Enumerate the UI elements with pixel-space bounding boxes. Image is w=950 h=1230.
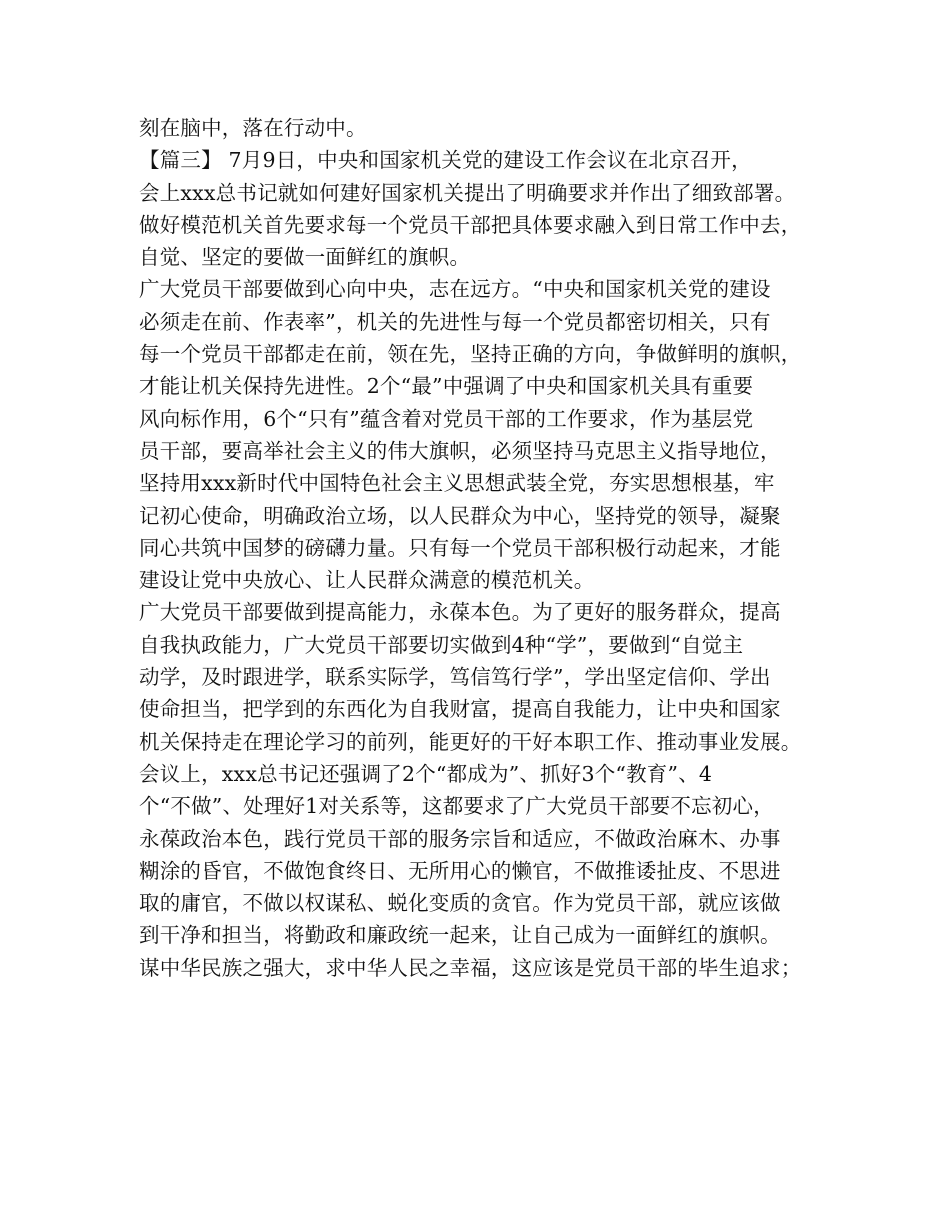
text-line: 建设让党中央放心、让人民群众满意的模范机关。 xyxy=(139,568,595,593)
text-line: 永葆政治本色，践行党员干部的服务宗旨和适应，不做政治麻木、办事 xyxy=(139,826,781,851)
text-line: 自觉、坚定的要做一面鲜红的旗帜。 xyxy=(139,245,471,270)
text-line: 动学，及时跟进学，联系实际学，笃信笃行学”，学出坚定信仰、学出 xyxy=(139,665,771,690)
text-line: 广大党员干部要做到提高能力，永葆本色。为了更好的服务群众，提高 xyxy=(139,600,781,625)
text-line: 自我执政能力，广大党员干部要切实做到4种“学”，要做到“自觉主 xyxy=(139,632,744,657)
text-line: 【篇三】 7月9日，中央和国家机关党的建设工作会议在北京召开， xyxy=(139,148,752,173)
text-line: 使命担当，把学到的东西化为自我财富，提高自我能力，让中央和国家 xyxy=(139,697,781,722)
text-line: 每一个党员干部都走在前，领在先，坚持正确的方向，争做鲜明的旗帜， xyxy=(139,342,802,367)
text-line: 糊涂的昏官，不做饱食终日、无所用心的懒官，不做推诿扯皮、不思进 xyxy=(139,858,781,883)
text-line: 谋中华民族之强大，求中华人民之幸福，这应该是党员干部的毕生追求； xyxy=(139,955,802,980)
text-line: 个“不做”、处理好1对关系等，这都要求了广大党员干部要不忘初心， xyxy=(139,794,774,819)
text-line: 会议上，xxx总书记还强调了2个“都成为”、抓好3个“教育”、4 xyxy=(139,761,713,786)
text-line: 记初心使命，明确政治立场，以人民群众为中心，坚持党的领导，凝聚 xyxy=(139,503,781,528)
text-line: 员干部，要高举社会主义的伟大旗帜，必须坚持马克思主义指导地位， xyxy=(139,438,781,463)
text-line: 必须走在前、作表率”，机关的先进性与每一个党员都密切相关，只有 xyxy=(139,309,771,334)
text-line: 刻在脑中，落在行动中。 xyxy=(139,116,367,140)
text-line: 广大党员干部要做到心向中央，志在远方。“中央和国家机关党的建设 xyxy=(139,277,771,302)
text-line: 机关保持走在理论学习的前列，能更好的干好本职工作、推动事业发展。 xyxy=(139,729,802,754)
text-line: 做好模范机关首先要求每一个党员干部把具体要求融入到日常工作中去， xyxy=(139,212,802,237)
document-body xyxy=(139,112,829,984)
text-line: 风向标作用，6个“只有”蕴含着对党员干部的工作要求，作为基层党 xyxy=(139,406,754,431)
text-line: 会上xxx总书记就如何建好国家机关提出了明确要求并作出了细致部署。 xyxy=(139,180,796,205)
text-line: 到干净和担当，将勤政和廉政统一起来，让自己成为一面鲜红的旗帜。 xyxy=(139,923,781,948)
text-line: 才能让机关保持先进性。2个“最”中强调了中央和国家机关具有重要 xyxy=(139,374,754,399)
text-line: 坚持用xxx新时代中国特色社会主义思想武装全党，夯实思想根基，牢 xyxy=(139,471,775,496)
text-line: 同心共筑中国梦的磅礴力量。只有每一个党员干部积极行动起来，才能 xyxy=(139,535,781,560)
text-line: 取的庸官，不做以权谋私、蜕化变质的贪官。作为党员干部，就应该做 xyxy=(139,891,781,916)
